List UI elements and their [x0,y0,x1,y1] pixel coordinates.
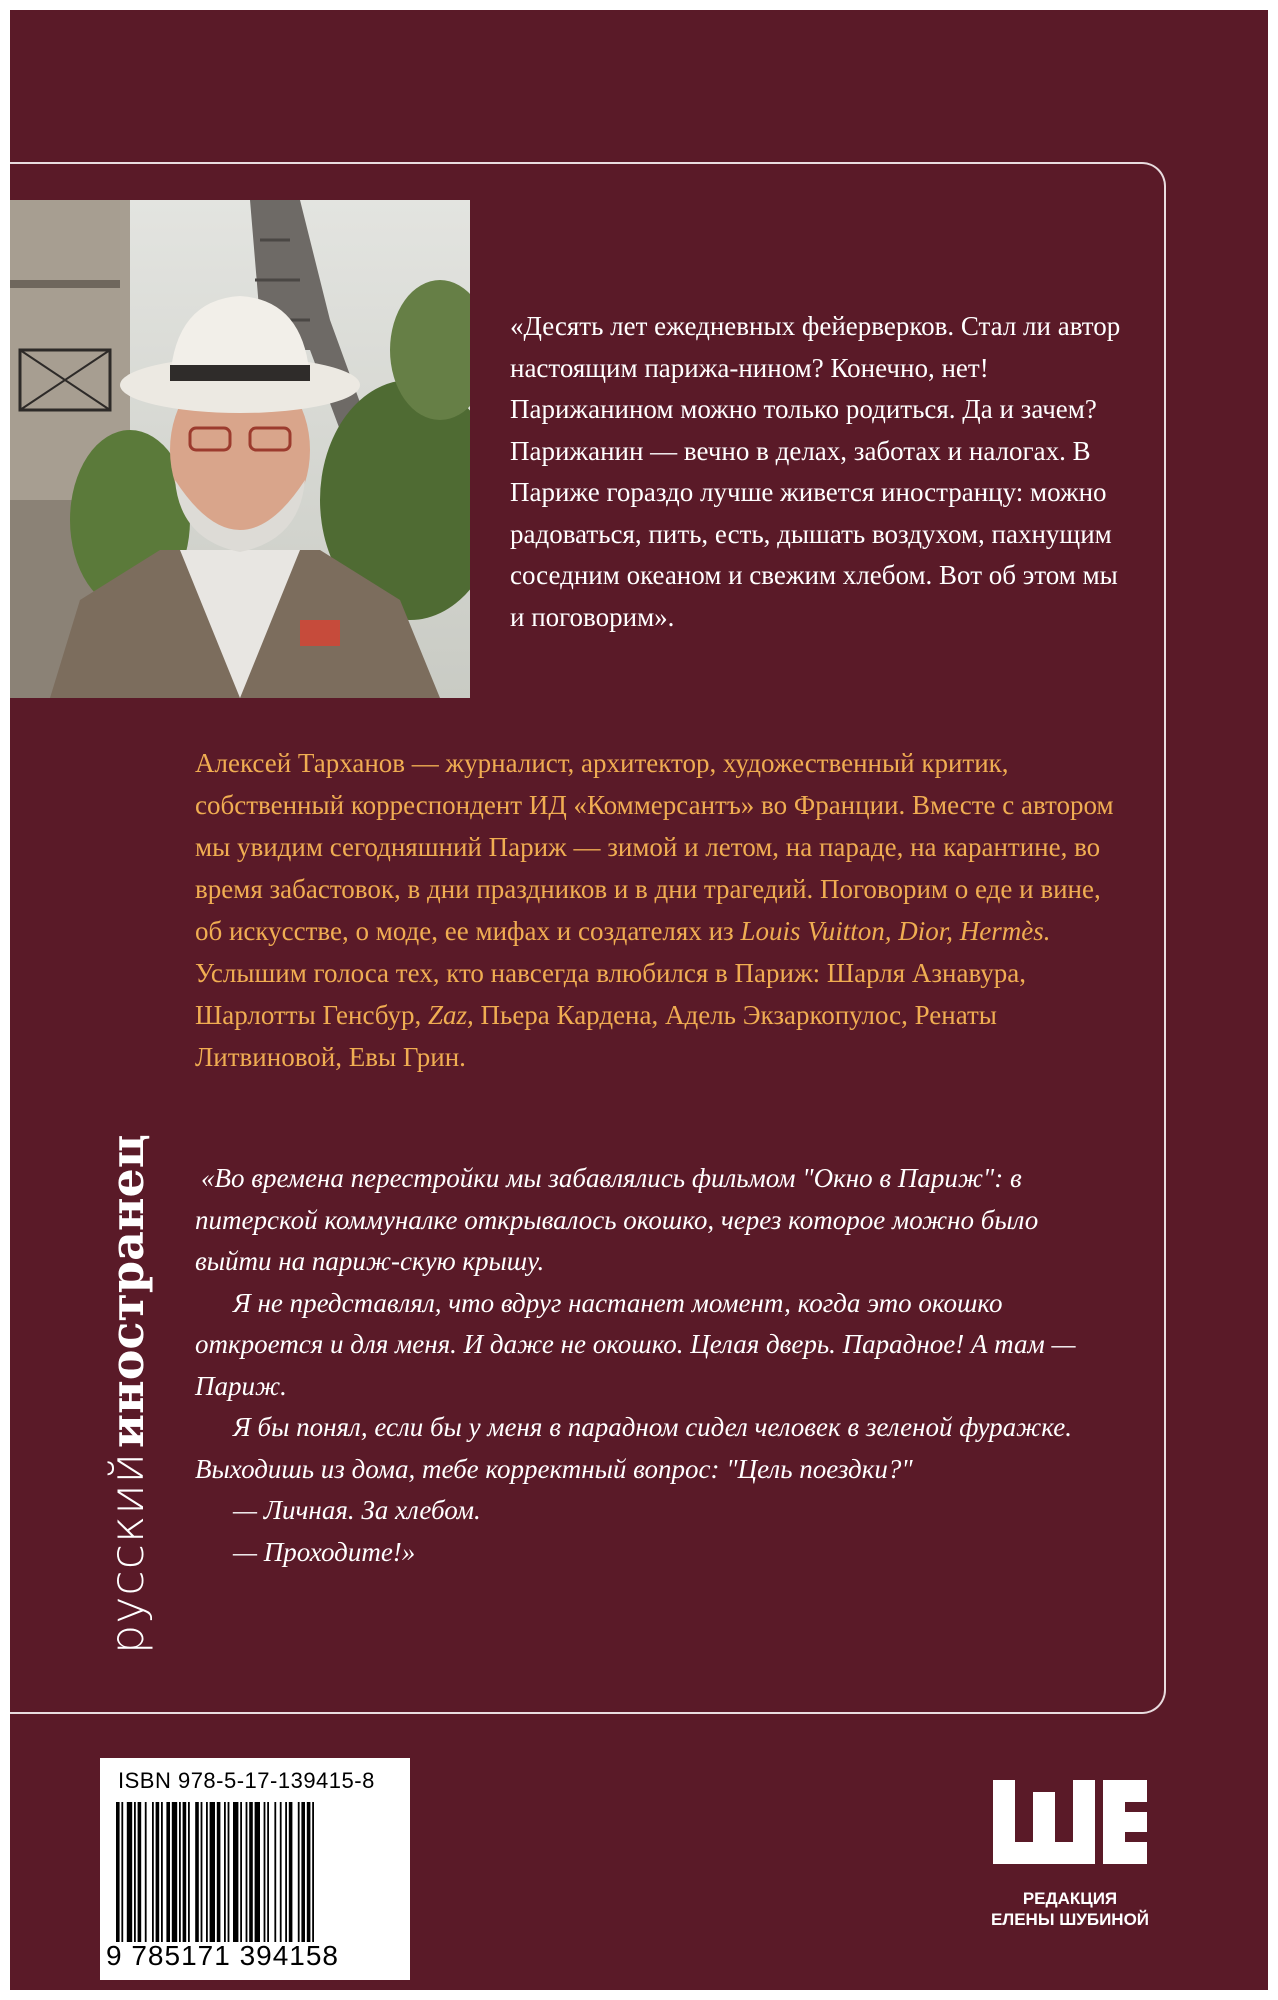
excerpt-paragraph: — Личная. За хлебом. [233,1495,481,1525]
barcode-bar [255,1802,260,1942]
barcode-block [100,1758,410,1980]
barcode-bar [188,1802,190,1942]
author-quote: «Десять лет ежедневных фейерверков. Стал ли автор настоящим парижа-нином? Конечно, нет! Парижанином можно только родиться. Да и зачем? Парижанин — вечно в делах, заботах и налогах. В Париже гораздо лучше живется иностранцу: можно радоваться, пить, есть, дышать воздухом, пахнущим соседним океаном и свежим хлебом. Вот об этом мы и поговорим». [510,311,1121,632]
bio-brands: Louis Vuitton, Dior, Hermès. [740,916,1051,946]
barcode-digits: 9 785171 394158 [106,1940,339,1971]
publisher-name [970,1888,1170,1930]
barcode-bar [183,1802,187,1942]
barcode-bar [179,1802,181,1942]
barcode-bar [152,1802,154,1942]
bio-zaz: Zaz, [427,1000,474,1030]
barcode-bar [116,1802,120,1942]
publisher-line2: ЕЛЕНЫ ШУБИНОЙ [990,1910,1150,1929]
barcode-bar [301,1802,305,1942]
barcode-bar [280,1802,282,1942]
barcode-bar [298,1802,300,1942]
barcode-bars [116,1802,394,1942]
barcode-bar [233,1802,238,1942]
barcode-bar [274,1802,276,1942]
barcode-bar [217,1802,221,1942]
barcode-bar [145,1802,147,1942]
barcode-bar [289,1802,293,1942]
isbn-text: ISBN 978-5-17-139415-8 [118,1768,375,1793]
barcode-bar [264,1802,266,1942]
excerpt-paragraph: Я бы понял, если бы у меня в парадном сидел человек в зеленой фуражке. Выходишь из дома, тебе корректный вопрос: "Цель поездки?" [195,1412,1072,1484]
barcode-bar [134,1802,136,1942]
excerpt-paragraph: — Проходите!» [233,1536,416,1567]
barcode-bar [249,1802,253,1942]
barcode-bar [156,1802,160,1942]
barcode-bar [285,1802,287,1942]
bio-text: Алексей Тарханов — журналист, архитектор, художественный критик, собственный корреспондент ИД «Коммерсантъ» во Франции. Вместе с автором мы увидим сегодняшний Париж — зимой и летом, на параде, на карантине, во время забастовок, в дни праздников и в дни трагедий. Поговорим о еде и вине, об искусстве, о моде, ее мифах и создателях из [195,748,1114,946]
excerpt-paragraph: «Во времена перестройки мы забавлялись фильмом "Окно в Париж": в питерской коммуналке открывалось окошко, через которое можно было выйти на париж-скую крышу. [195,1163,1039,1276]
barcode-bar [161,1802,163,1942]
barcode-bar [138,1802,142,1942]
bio-text: Услышим голоса тех, кто навсегда влюбился в Париж: Шарля Азнавура, Шарлотты Генсбур, [195,958,1027,1030]
barcode-bar [121,1802,123,1942]
author-photo [10,200,470,698]
bio-text: Пьера Кардена, Адель Экзаркопулос, Ренаты Литвиновой, Евы Грин. [195,1000,997,1072]
barcode-bar [224,1802,226,1942]
barcode-bar [267,1802,269,1942]
publisher-line1: РЕДАКЦИЯ [1022,1889,1118,1908]
barcode-bar [201,1802,203,1942]
barcode-bar [307,1802,311,1942]
book-excerpt [195,1158,1115,1573]
publisher-logo-icon [985,1772,1155,1882]
barcode-bar [195,1802,199,1942]
barcode-bar [228,1802,230,1942]
barcode-bar [166,1802,170,1942]
barcode-bar [312,1802,314,1942]
series-word2: иностранец [100,1134,154,1449]
barcode-bar [210,1802,215,1942]
excerpt-paragraph: Я не представлял, что вдруг настанет момент, когда это окошко откроется и для меня. И даже не окошко. Целая дверь. Парадное! А там — Париж. [195,1287,1076,1401]
author-bio [195,742,1125,1078]
series-title [100,1134,154,1654]
back-cover [10,10,1268,1990]
barcode-bar [246,1802,248,1942]
barcode-bar [206,1802,208,1942]
series-word1: русский [100,1452,154,1654]
barcode-bar [127,1802,132,1942]
barcode-bar [240,1802,242,1942]
barcode-bar [172,1802,177,1942]
